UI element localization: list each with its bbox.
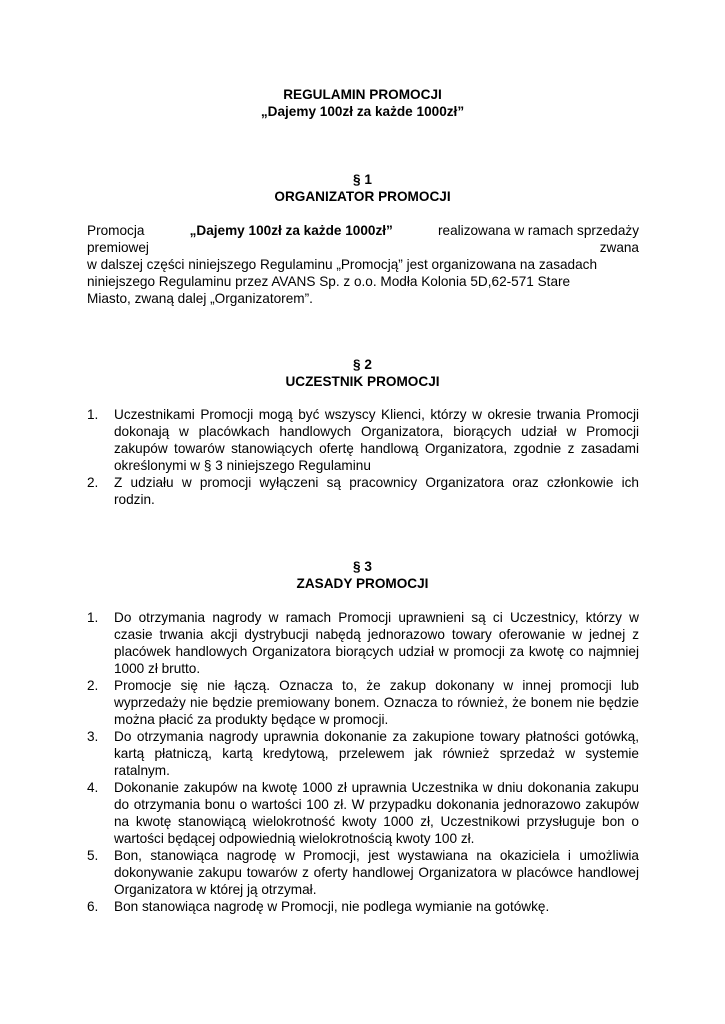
list-item-text: Do otrzymania nagrody w ramach Promocji uprawnieni są ci Uczestnicy, którzy w czasie trwania akcji dystrybucji nabędą jednorazowo towary oferowanie w jednej z placówek handlowych Organizatora biorących udział w promocji za kwotę co najmniej 1000 zł brutto. [114, 610, 639, 676]
list-item [87, 847, 639, 898]
list-item-number: 1. [87, 610, 99, 625]
section-2-number: § 2 [353, 357, 372, 372]
list-item-number: 5. [87, 848, 99, 863]
list-item-text: Dokonanie zakupów na kwotę 1000 zł uprawnia Uczestnika w dniu dokonania zakupu do otrzymania bonu o wartości 100 zł. W przypadku dokonania jednorazowo zakupów na kwotę stanowiącą wielokrotność kwoty 1000 zł, Uczestnikowi przysługuje bon o wartości będącej odpowiednią wielokrotnością kwoty 100 zł. [114, 780, 639, 846]
section-1-lead: Promocja [87, 223, 145, 238]
list-item [87, 677, 639, 728]
list-item-text: Bon stanowiąca nagrodę w Promocji, nie podlega wymianie na gotówkę. [114, 899, 550, 914]
list-item-number: 2. [87, 678, 99, 693]
section-1-line-4: niniejszego Regulaminu przez AVANS Sp. z o.o. Modła Kolonia 5D,62-571 Stare [87, 274, 571, 289]
section-3-list [87, 609, 639, 915]
section-1-lead-rest: realizowana w ramach sprzedaży [438, 223, 639, 238]
section-1-line-2-right: zwana [599, 240, 639, 255]
list-item-text: Uczestnikami Promocji mogą być wszyscy Klienci, którzy w okresie trwania Promocji dokonają w placówkach handlowych Organizatora, biorących udział w Promocji zakupów towarów stanowiących ofertę handlową Organizatora, zgodnie z zasadami określonymi w § 3 niniejszego Regulaminu [114, 407, 639, 473]
list-item-number: 3. [87, 729, 99, 744]
document-subtitle: „Dajemy 100zł za każde 1000zł” [260, 104, 465, 119]
section-1-number: § 1 [353, 172, 372, 187]
section-1-line-2-left: premiowej [87, 240, 149, 255]
section-3-number: § 3 [353, 559, 372, 574]
document-title: REGULAMIN PROMOCJI [283, 87, 442, 102]
section-1-line-2 [87, 239, 639, 256]
section-2-list [87, 406, 639, 508]
list-item-number: 6. [87, 899, 99, 914]
section-1-heading: ORGANIZATOR PROMOCJI [274, 189, 451, 204]
list-item-text: Z udziału w promocji wyłączeni są pracownicy Organizatora oraz członkowie ich rodzin. [114, 475, 639, 507]
list-item-text: Do otrzymania nagrody uprawnia dokonanie za zakupione towary płatności gotówką, kartą płatniczą, kartą kredytową, przelewem jak również sprzedaż w systemie ratalnym. [114, 729, 639, 778]
list-item-text: Promocje się nie łączą. Oznacza to, że zakup dokonany w innej promocji lub wyprzedaży nie będzie premiowany bonem. Oznacza to również, że bonem nie będzie można płacić za produkty będące w promocji. [114, 678, 639, 727]
section-1-line-1 [87, 222, 639, 239]
list-item-number: 4. [87, 780, 99, 795]
list-item [87, 474, 639, 508]
section-3-heading: ZASADY PROMOCJI [296, 576, 429, 591]
section-1-paragraph [87, 222, 639, 307]
list-item [87, 728, 639, 779]
section-1-line-5: Miasto, zwaną dalej „Organizatorem”. [87, 291, 313, 306]
list-item-number: 2. [87, 475, 99, 490]
section-1-line-3: w dalszej części niniejszego Regulaminu „Promocją” jest organizowana na zasadach [87, 257, 598, 272]
list-item-text: Bon, stanowiąca nagrodę w Promocji, jest wystawiana na okaziciela i umożliwia dokonywanie zakupu towarów z oferty handlowej Organizatora w placówce handlowej Organizatora w której ją otrzymał. [114, 848, 639, 897]
list-item [87, 779, 639, 847]
list-item [87, 898, 639, 915]
section-2-heading: UCZESTNIK PROMOCJI [285, 374, 440, 389]
section-1-promo-name: „Dajemy 100zł za każde 1000zł” [189, 223, 393, 238]
list-item-number: 1. [87, 407, 99, 422]
list-item [87, 406, 639, 474]
list-item [87, 609, 639, 677]
